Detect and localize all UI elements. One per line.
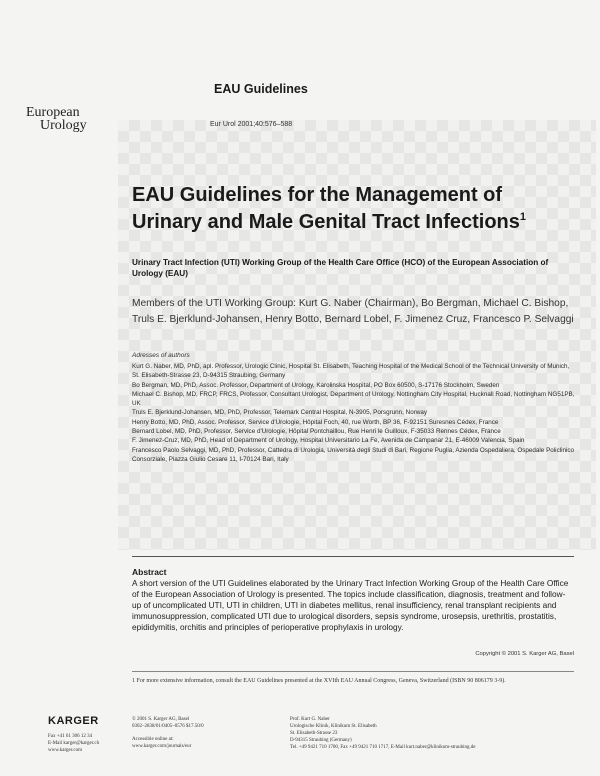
meta-copyright: © 2001 S. Karger AG, Basel	[132, 717, 190, 722]
publisher-logo: KARGER	[48, 715, 99, 727]
publisher-website: www.karger.com	[48, 748, 83, 753]
publication-meta	[132, 716, 252, 750]
meta-issn: 0302–2838/01/0405–0576 $17.50/0	[132, 724, 204, 729]
meta-online-label: Accessible online at:	[132, 737, 174, 742]
journal-logo	[26, 106, 121, 132]
abstract-heading: Abstract	[132, 567, 167, 577]
citation: Eur Urol 2001;40:576–588	[210, 121, 293, 128]
copyright-notice: Copyright © 2001 S. Karger AG, Basel	[475, 651, 574, 657]
corr-street: St. Elisabeth-Strasse 23	[290, 731, 338, 736]
meta-online-url: www.karger.com/journals/eur	[132, 744, 192, 749]
address-item: Michael C. Bishop, MD, FRCP, FRCS, Professor, Consultant Urologist, Department of Urology, Nottingham City Hospital, Hucknall Road, Nottingham NG51PB, UK	[132, 390, 575, 408]
addresses-heading: Adresses of authors	[132, 352, 190, 359]
address-item: Truls E. Bjerklund-Johansen, MD, PhD, Professor, Telemark Central Hospital, N-3905, Porsgrunn, Norway	[132, 409, 428, 417]
article-subtitle: Urinary Tract Infection (UTI) Working Group of the Health Care Office (HCO) of the European Association of Urology (EAU)	[132, 258, 549, 278]
address-item: Bo Bergman, MD, PhD, Assoc. Professor, Department of Urology, Karolinska Hospital, PO Box 60500, S-17176 Stockholm, Sweden	[132, 381, 500, 389]
title-footnote-mark: 1	[519, 211, 527, 223]
article-title-text: EAU Guidelines for the Management of Urinary and Male Genital Tract Infections	[132, 184, 520, 233]
address-item: Kurt G. Naber, MD, PhD, apl. Professor, Urologic Clinic, Hospital St. Elisabeth, Teaching Hospital of the Medical School of the Technical University of Munich, St. Elisabeth-Strasse 23, D-94315 Straubing, Germany	[132, 363, 570, 380]
abstract-text: A short version of the UTI Guidelines elaborated by the Urinary Tract Infection Working Group of the Health Care Office of the European Association of Urology is presented. The topics include classification, diagnosis, treatment and follow-up of uncomplicated UTI, UTI in children, UTI in diabetes mellitus, renal insufficiency, renal transplant recipients and immunosuppression, complicated UTI due to urological disorders, sepsis syndrome, urosepsis, urethritis, prostatitis, epididymitis, orchitis and principles of perioperative prophylaxis in urology.	[132, 578, 569, 632]
address-item: Bernard Lobel, MD, PhD, Professor, Service d'Urologie, Hôpital Pontchaillou, Rue Henri le Guilloux, F-35033 Rennes Cédex, France	[132, 428, 501, 436]
working-group-members: Members of the UTI Working Group: Kurt G. Naber (Chairman), Bo Bergman, Michael C. Bishop, Truls E. Bjerklund-Johansen, Henry Botto, Bernard Lobel, F. Jimenez Cruz, Francesco P. Selvaggi	[132, 298, 574, 325]
corr-institution: Urologische Klinik, Klinikum St. Elisabeth	[290, 724, 377, 729]
address-item: F. Jimenez-Cruz, MD, PhD, Head of Department of Urology, Hospital Universitario La Fe, Avenida de Campanar 21, E-46009 Valencia, Spain	[132, 437, 525, 445]
correspondence-address	[290, 716, 590, 751]
corr-city: D-94315 Straubing (Germany)	[290, 738, 352, 743]
publisher-contact	[48, 733, 108, 754]
address-item: Francesco Paolo Selvaggi, MD, PhD, Professor, Cattedra di Urologia, Università degli Studi di Bari, Regione Puglia, Azienda Ospedaliera, Ospedale Policlinico Consorziale, Piazza Giulio Cesare 11, I-70124 Bari, Italy	[132, 446, 575, 463]
journal-logo-line2: Urology	[40, 118, 87, 133]
address-item: Henry Botto, MD, PhD, Assoc. Professor, Service d'Urologie, Hôpital Foch, 40, rue Worth, BP 36, F-92151 Suresnes Cédex, France	[132, 418, 499, 426]
section-label: EAU Guidelines	[214, 82, 308, 96]
article-title	[132, 184, 572, 233]
abstract-divider	[132, 556, 574, 557]
author-addresses	[132, 362, 577, 464]
footnote: 1 For more extensive information, consult the EAU Guidelines presented at the XVIth EAU Annual Congress, Geneva, Switzerland (ISBN 90 806179 3-9).	[132, 678, 506, 684]
corr-name: Prof. Kurt G. Naber	[290, 717, 330, 722]
publisher-email: E-Mail karger@karger.ch	[48, 741, 100, 746]
corr-phone-email: Tel. +49 9421 710 1700, Fax +49 9421 710 1717, E-Mail kurt.naber@klinikum-straubing.de	[290, 745, 476, 750]
publisher-fax: Fax +41 61 306 12 34	[48, 734, 93, 739]
footnote-divider	[132, 671, 574, 672]
journal-logo-line1: European	[26, 105, 80, 120]
